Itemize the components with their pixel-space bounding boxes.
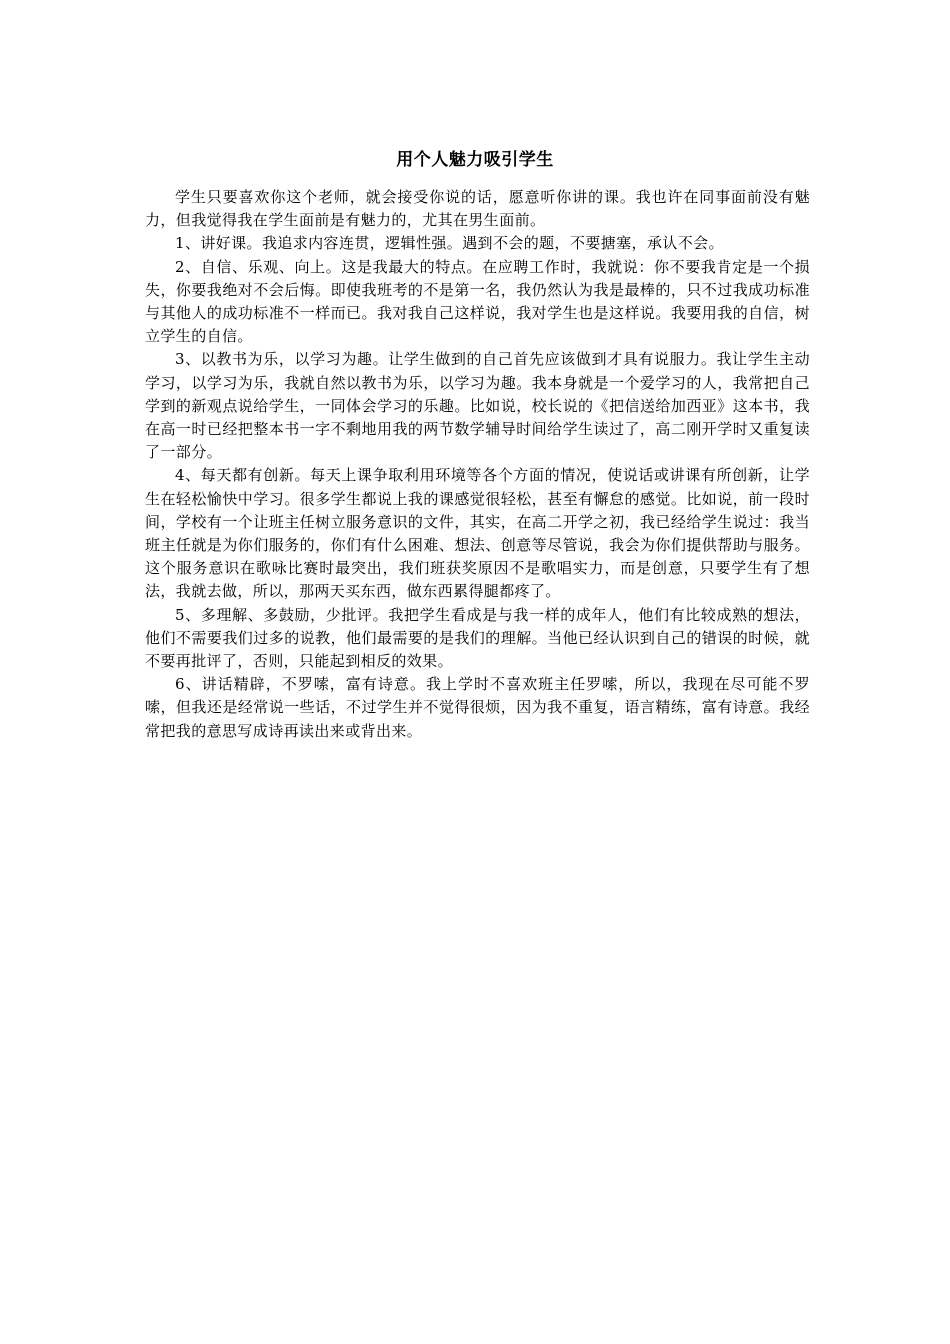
paragraph-point-4: 4、每天都有创新。每天上课争取利用环境等各个方面的情况，使说话或讲课有所创新，让学生在轻松愉快中学习。很多学生都说上我的课感觉很轻松，甚至有懈怠的感觉。比如说，前一段时间，学校有一个让班主任树立服务意识的文件，其实，在高二开学之初，我已经给学生说过：我当班主任就是为你们服务的，你们有什么困难、想法、创意等尽管说，我会为你们提供帮助与服务。这个服务意识在歌咏比赛时最突出，我们班获奖原因不是歌唱实力，而是创意，只要学生有了想法，我就去做，所以，那两天买东西，做东西累得腿都疼了。 [145, 466, 810, 601]
paragraph-point-1: 1、讲好课。我追求内容连贯，逻辑性强。遇到不会的题，不要搪塞，承认不会。 [175, 234, 724, 253]
paragraph-point-2: 2、自信、乐观、向上。这是我最大的特点。在应聘工作时，我就说：你不要我肯定是一个损失，你要我绝对不会后悔。即使我班考的不是第一名，我仍然认为我是最棒的，只不过我成功标准与其他人的成功标准不一样而已。我对我自己这样说，我对学生也是这样说。我要用我的自信，树立学生的自信。 [145, 257, 810, 346]
paragraph-point-6: 6、讲话精辟，不罗嗦，富有诗意。我上学时不喜欢班主任罗嗦，所以，我现在尽可能不罗嗦，但我还是经常说一些话，不过学生并不觉得很烦，因为我不重复，语言精练，富有诗意。我经常把我的意思写成诗再读出来或背出来。 [145, 675, 810, 740]
paragraph-point-5: 5、多理解、多鼓励，少批评。我把学生看成是与我一样的成年人，他们有比较成熟的想法，他们不需要我们过多的说教，他们最需要的是我们的理解。当他已经认识到自己的错误的时候，就不要再批评了，否则，只能起到相反的效果。 [145, 605, 810, 671]
paragraph-intro: 学生只要喜欢你这个老师，就会接受你说的话，愿意听你讲的课。我也许在同事面前没有魅力，但我觉得我在学生面前是有魅力的，尤其在男生面前。 [145, 188, 810, 230]
document-title: 用个人魅力吸引学生 [396, 150, 554, 170]
paragraph-point-3: 3、以教书为乐，以学习为趣。让学生做到的自己首先应该做到才具有说服力。我让学生主动学习，以学习为乐，我就自然以教书为乐，以学习为趣。我本身就是一个爱学习的人，我常把自己学到的新观点说给学生，一同体会学习的乐趣。比如说，校长说的《把信送给加西亚》这本书，我在高一时已经把整本书一字不剩地用我的两节数学辅导时间给学生读过了，高二刚开学时又重复读了一部分。 [145, 350, 810, 462]
document-body [145, 186, 810, 743]
